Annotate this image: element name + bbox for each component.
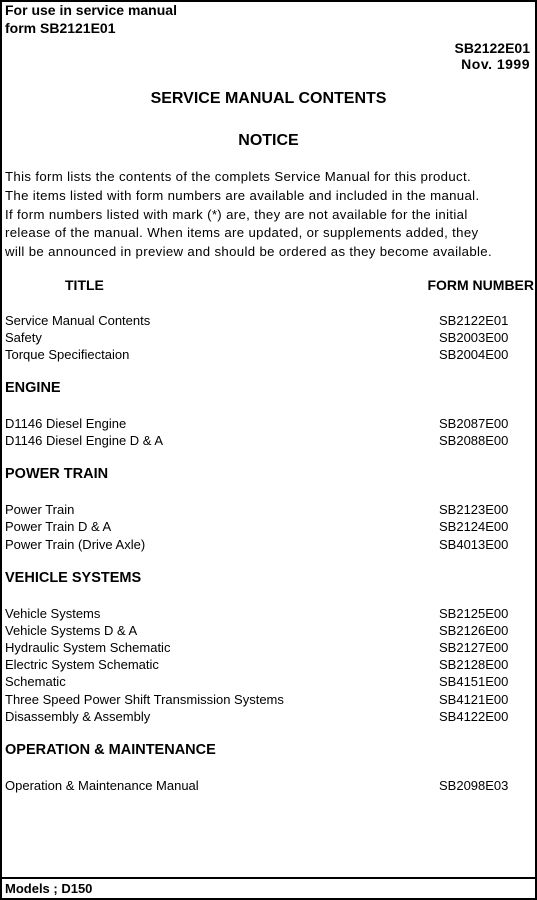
section-heading-power-train: POWER TRAIN — [5, 466, 109, 482]
item-form-number: SB2087E00 — [439, 416, 509, 431]
item-form-number: SB4013E00 — [439, 537, 509, 552]
item-form-number: SB2126E00 — [439, 623, 509, 638]
notice-line: will be announced in preview and should be ordered as they become available. — [5, 244, 492, 260]
item-title: Vehicle Systems — [5, 606, 101, 621]
item-form-number: SB2124E00 — [439, 519, 509, 534]
item-form-number: SB4121E00 — [439, 692, 509, 707]
section-heading-engine: ENGINE — [5, 380, 61, 396]
column-header-title: TITLE — [65, 277, 104, 293]
item-form-number: SB2004E00 — [439, 347, 509, 362]
item-title: Power Train (Drive Axle) — [5, 537, 146, 552]
form-info — [454, 40, 530, 72]
item-title: Power Train D & A — [5, 519, 112, 534]
notice-text — [5, 168, 492, 262]
item-form-number: SB2122E01 — [439, 313, 509, 328]
item-form-number: SB2098E03 — [439, 778, 509, 793]
item-form-number: SB2088E00 — [439, 433, 509, 448]
item-title: Safety — [5, 330, 42, 345]
item-form-number: SB2125E00 — [439, 606, 509, 621]
item-title: D1146 Diesel Engine D & A — [5, 433, 164, 448]
item-title: Electric System Schematic — [5, 657, 159, 672]
page-title: SERVICE MANUAL CONTENTS — [150, 90, 387, 107]
item-title: Power Train — [5, 502, 75, 517]
models-footer: Models ; D150 — [5, 881, 93, 896]
item-form-number: SB2128E00 — [439, 657, 509, 672]
item-form-number: SB2127E00 — [439, 640, 509, 655]
item-title: Disassembly & Assembly — [5, 709, 151, 724]
form-number: SB2122E01 — [454, 40, 530, 56]
usage-note-line-1: For use in service manual — [5, 2, 177, 18]
section-heading-operation-maintenance: OPERATION & MAINTENANCE — [5, 742, 216, 758]
issue-date: Nov. 1999 — [461, 56, 530, 72]
item-form-number: SB4122E00 — [439, 709, 509, 724]
usage-note — [5, 1, 177, 37]
usage-note-line-2: form SB2121E01 — [5, 20, 116, 36]
item-title: Vehicle Systems D & A — [5, 623, 138, 638]
notice-heading: NOTICE — [238, 132, 299, 149]
column-header-form-number: FORM NUMBER — [427, 277, 534, 293]
item-title: D1146 Diesel Engine — [5, 416, 127, 431]
item-title: Service Manual Contents — [5, 313, 151, 328]
item-form-number: SB4151E00 — [439, 674, 509, 689]
item-form-number: SB2123E00 — [439, 502, 509, 517]
item-title: Schematic — [5, 674, 66, 689]
notice-line: If form numbers listed with mark (*) are, they are not available for the initial — [5, 206, 468, 222]
section-heading-vehicle-systems: VEHICLE SYSTEMS — [5, 570, 142, 586]
item-title: Torque Specifiectaion — [5, 347, 130, 362]
notice-line: This form lists the contents of the complets Service Manual for this product. — [5, 169, 471, 184]
item-title: Three Speed Power Shift Transmission Systems — [5, 692, 284, 707]
footer-divider — [2, 877, 535, 879]
item-title: Operation & Maintenance Manual — [5, 778, 199, 793]
notice-line: release of the manual. When items are updated, or supplements added, they — [5, 225, 479, 241]
notice-line: The items listed with form numbers are available and included in the manual. — [5, 187, 480, 203]
item-form-number: SB2003E00 — [439, 330, 509, 345]
item-title: Hydraulic System Schematic — [5, 640, 171, 655]
